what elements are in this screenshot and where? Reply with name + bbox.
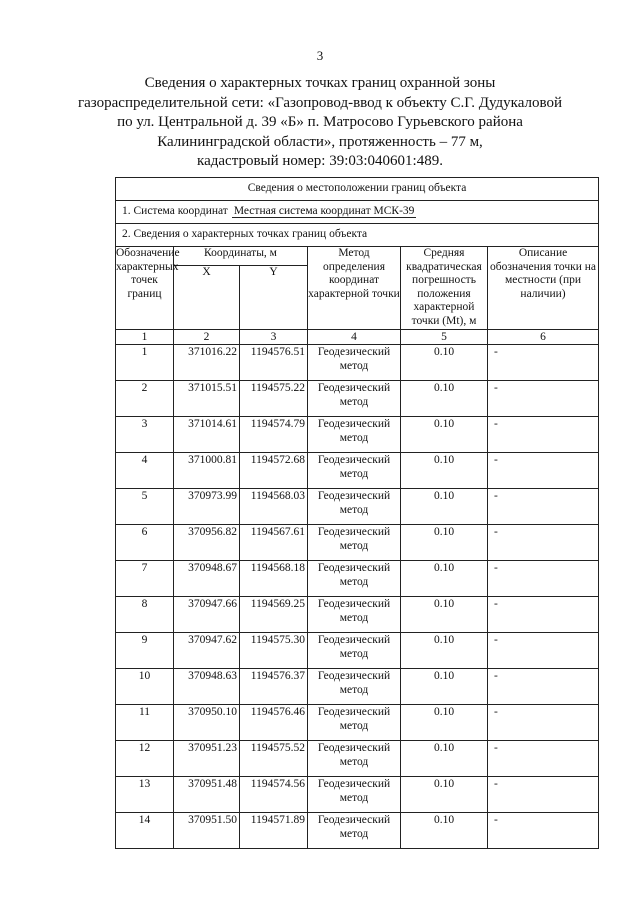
method: Геодезический метод bbox=[308, 633, 401, 669]
coordinate-y: 1194576.51 bbox=[240, 345, 308, 381]
table-row bbox=[116, 525, 599, 561]
header-description: Описание обозначения точки на местности (при наличии) bbox=[488, 247, 599, 330]
table-row bbox=[116, 777, 599, 813]
header-coordinates: Координаты, м bbox=[174, 247, 308, 266]
description: - bbox=[488, 633, 599, 669]
accuracy: 0.10 bbox=[401, 453, 488, 489]
method: Геодезический метод bbox=[308, 561, 401, 597]
header-x: X bbox=[174, 266, 240, 330]
point-id: 6 bbox=[116, 525, 174, 561]
table-row bbox=[116, 453, 599, 489]
accuracy: 0.10 bbox=[401, 345, 488, 381]
accuracy: 0.10 bbox=[401, 705, 488, 741]
method: Геодезический метод bbox=[308, 381, 401, 417]
point-id: 14 bbox=[116, 813, 174, 849]
method: Геодезический метод bbox=[308, 525, 401, 561]
coordinate-x: 371015.51 bbox=[174, 381, 240, 417]
column-number: 1 bbox=[116, 330, 174, 345]
accuracy: 0.10 bbox=[401, 633, 488, 669]
method: Геодезический метод bbox=[308, 669, 401, 705]
title-line: кадастровый номер: 39:03:040601:489. bbox=[197, 153, 443, 169]
header-accuracy: Средняя квадратическая погрешность положения характерной точки (Mt), м bbox=[401, 247, 488, 330]
title-line: Сведения о характерных точках границ охранной зоны bbox=[144, 75, 496, 91]
header-point: Обозначение характерных точек границ bbox=[116, 247, 174, 330]
description: - bbox=[488, 813, 599, 849]
point-id: 13 bbox=[116, 777, 174, 813]
point-id: 4 bbox=[116, 453, 174, 489]
point-id: 3 bbox=[116, 417, 174, 453]
coordinate-x: 370951.50 bbox=[174, 813, 240, 849]
header-method: Метод определения координат характерной точки bbox=[308, 247, 401, 330]
description: - bbox=[488, 345, 599, 381]
description: - bbox=[488, 669, 599, 705]
method: Геодезический метод bbox=[308, 705, 401, 741]
column-number: 6 bbox=[488, 330, 599, 345]
description: - bbox=[488, 489, 599, 525]
coordinate-system-value: Местная система координат МСК-39 bbox=[233, 205, 415, 217]
accuracy: 0.10 bbox=[401, 741, 488, 777]
accuracy: 0.10 bbox=[401, 813, 488, 849]
coordinate-system-row bbox=[116, 201, 599, 224]
coordinate-y: 1194572.68 bbox=[240, 453, 308, 489]
coordinate-x: 371016.22 bbox=[174, 345, 240, 381]
table-row bbox=[116, 417, 599, 453]
coordinate-system-label: 1. Система координат bbox=[122, 205, 228, 217]
coordinate-y: 1194571.89 bbox=[240, 813, 308, 849]
point-id: 9 bbox=[116, 633, 174, 669]
coordinate-y: 1194574.56 bbox=[240, 777, 308, 813]
coordinate-x: 370950.10 bbox=[174, 705, 240, 741]
coordinate-x: 370948.67 bbox=[174, 561, 240, 597]
description: - bbox=[488, 741, 599, 777]
accuracy: 0.10 bbox=[401, 561, 488, 597]
coordinate-y: 1194568.03 bbox=[240, 489, 308, 525]
column-number: 3 bbox=[240, 330, 308, 345]
coordinate-y: 1194576.46 bbox=[240, 705, 308, 741]
table-row bbox=[116, 489, 599, 525]
point-id: 11 bbox=[116, 705, 174, 741]
description: - bbox=[488, 381, 599, 417]
table-row bbox=[116, 345, 599, 381]
method: Геодезический метод bbox=[308, 489, 401, 525]
table-row bbox=[116, 597, 599, 633]
point-id: 5 bbox=[116, 489, 174, 525]
coordinate-y: 1194575.30 bbox=[240, 633, 308, 669]
method: Геодезический метод bbox=[308, 597, 401, 633]
method: Геодезический метод bbox=[308, 417, 401, 453]
points-section-row bbox=[116, 224, 599, 247]
coordinate-y: 1194569.25 bbox=[240, 597, 308, 633]
description: - bbox=[488, 597, 599, 633]
coordinate-x: 370948.63 bbox=[174, 669, 240, 705]
table-row bbox=[116, 633, 599, 669]
method: Геодезический метод bbox=[308, 813, 401, 849]
accuracy: 0.10 bbox=[401, 489, 488, 525]
description: - bbox=[488, 705, 599, 741]
page-number: 3 bbox=[316, 48, 324, 63]
method: Геодезический метод bbox=[308, 345, 401, 381]
document-title bbox=[60, 74, 580, 172]
accuracy: 0.10 bbox=[401, 669, 488, 705]
column-number: 5 bbox=[401, 330, 488, 345]
point-id: 8 bbox=[116, 597, 174, 633]
description: - bbox=[488, 561, 599, 597]
point-id: 1 bbox=[116, 345, 174, 381]
coordinate-x: 370951.23 bbox=[174, 741, 240, 777]
points-section-title: 2. Сведения о характерных точках границ объекта bbox=[122, 228, 368, 240]
section-title: Сведения о местоположении границ объекта bbox=[116, 178, 599, 201]
column-number: 2 bbox=[174, 330, 240, 345]
method: Геодезический метод bbox=[308, 777, 401, 813]
title-line: Калининградской области», протяженность – 77 м, bbox=[157, 133, 483, 150]
coordinate-x: 370956.82 bbox=[174, 525, 240, 561]
method: Геодезический метод bbox=[308, 453, 401, 489]
accuracy: 0.10 bbox=[401, 417, 488, 453]
description: - bbox=[488, 417, 599, 453]
coordinate-x: 370973.99 bbox=[174, 489, 240, 525]
table-row bbox=[116, 741, 599, 777]
coordinate-y: 1194576.37 bbox=[240, 669, 308, 705]
coordinate-x: 370947.66 bbox=[174, 597, 240, 633]
point-id: 2 bbox=[116, 381, 174, 417]
description: - bbox=[488, 777, 599, 813]
accuracy: 0.10 bbox=[401, 525, 488, 561]
boundary-points-table bbox=[115, 177, 599, 849]
coordinate-y: 1194575.52 bbox=[240, 741, 308, 777]
title-line: по ул. Центральной д. 39 «Б» п. Матросово Гурьевского района bbox=[117, 114, 523, 130]
coordinate-y: 1194568.18 bbox=[240, 561, 308, 597]
coordinate-x: 370947.62 bbox=[174, 633, 240, 669]
accuracy: 0.10 bbox=[401, 381, 488, 417]
coordinate-y: 1194574.79 bbox=[240, 417, 308, 453]
description: - bbox=[488, 453, 599, 489]
title-line: газораспределительной сети: «Газопровод-ввод к объекту С.Г. Дудукаловой bbox=[77, 94, 562, 111]
coordinate-x: 370951.48 bbox=[174, 777, 240, 813]
accuracy: 0.10 bbox=[401, 777, 488, 813]
header-y: Y bbox=[240, 266, 308, 330]
point-id: 10 bbox=[116, 669, 174, 705]
coordinate-y: 1194567.61 bbox=[240, 525, 308, 561]
coordinate-x: 371014.61 bbox=[174, 417, 240, 453]
table-row bbox=[116, 813, 599, 849]
method: Геодезический метод bbox=[308, 741, 401, 777]
coordinate-x: 371000.81 bbox=[174, 453, 240, 489]
point-id: 12 bbox=[116, 741, 174, 777]
accuracy: 0.10 bbox=[401, 597, 488, 633]
point-id: 7 bbox=[116, 561, 174, 597]
table-row bbox=[116, 669, 599, 705]
table-row bbox=[116, 561, 599, 597]
column-number: 4 bbox=[308, 330, 401, 345]
table-row bbox=[116, 705, 599, 741]
table-row bbox=[116, 381, 599, 417]
coordinate-y: 1194575.22 bbox=[240, 381, 308, 417]
description: - bbox=[488, 525, 599, 561]
